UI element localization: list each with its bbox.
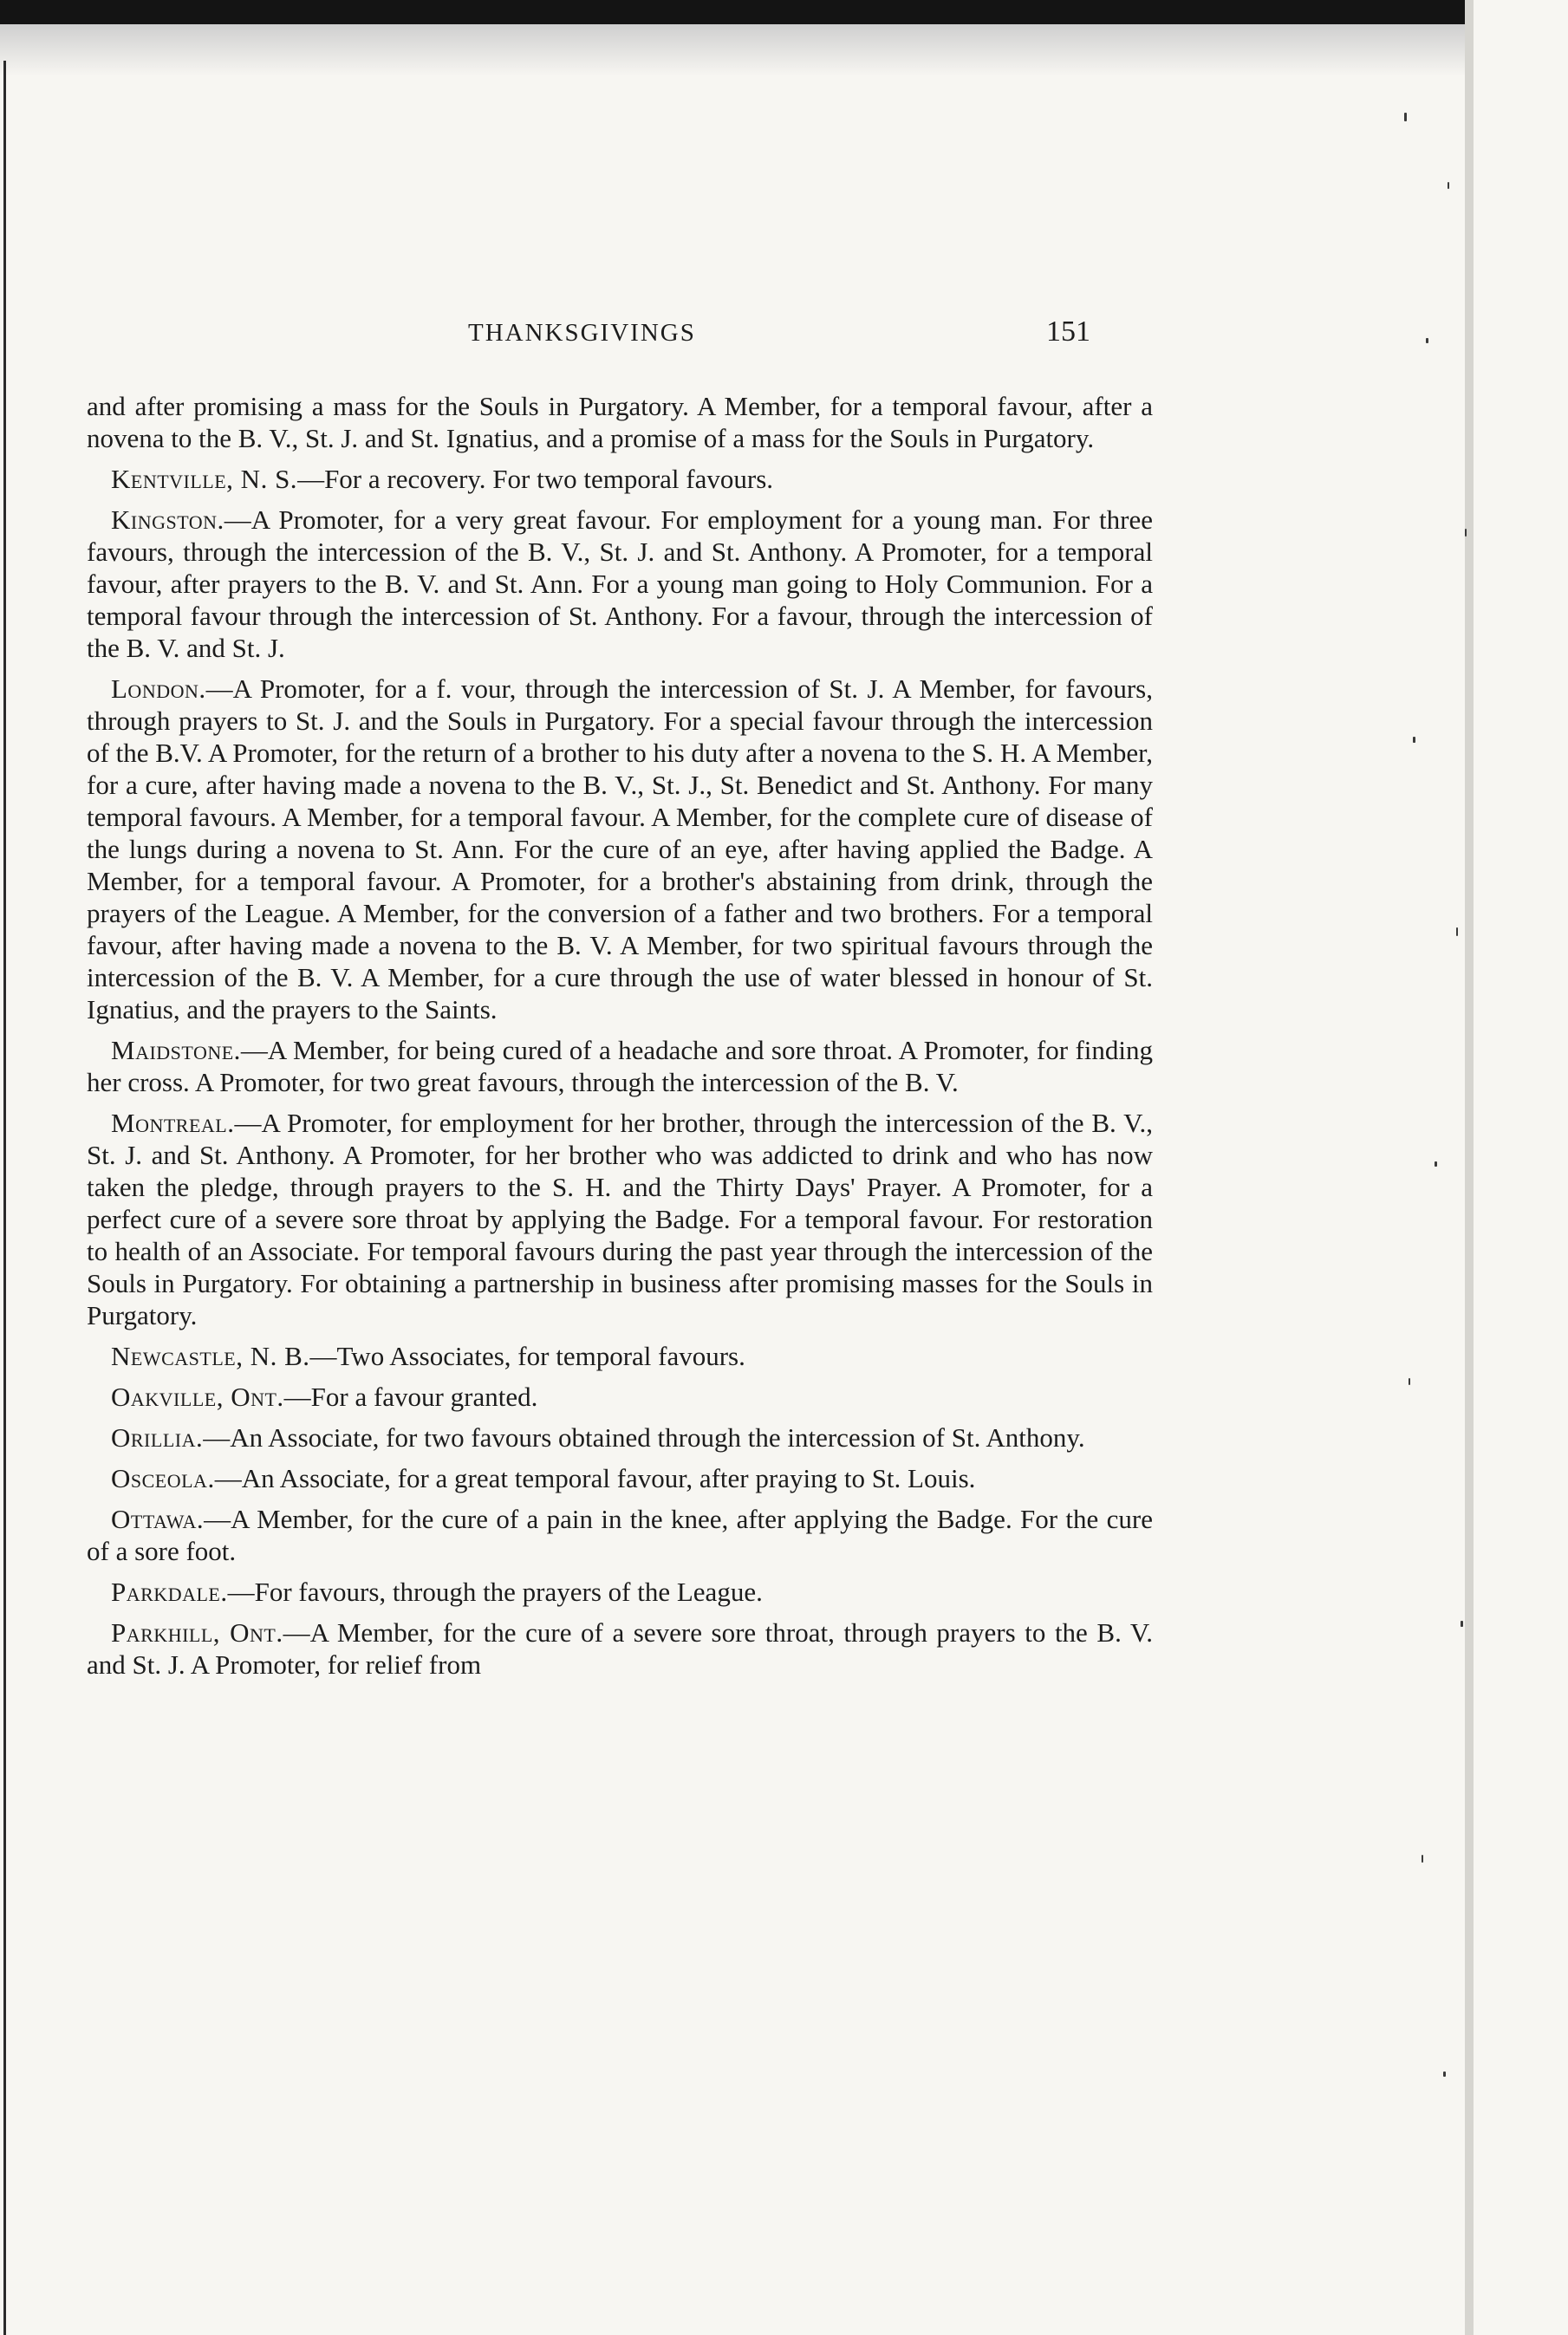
entry-parkhill: [87, 1616, 1153, 1681]
page-left-edge: [3, 61, 6, 2335]
entry-text: —Two Associates, for temporal favours.: [309, 1341, 745, 1371]
entry-text: —For a recovery. For two temporal favours.: [297, 464, 774, 494]
entry-place: Parkhill, Ont.: [111, 1617, 283, 1648]
entry-kentville: [87, 463, 1153, 495]
entry-place: Kingston.: [111, 504, 224, 535]
entry-place: Oakville, Ont.: [111, 1382, 284, 1412]
entry-place: Kentville, N. S.: [111, 464, 298, 494]
scan-top-border: [0, 0, 1474, 24]
entry-text: and after promising a mass for the Souls in Purgatory. A Member, for a temporal favour, after a novena to the B. V., St. J. and St. Ignatius, and a promise of a mass for the Souls in Purgatory.: [87, 391, 1153, 453]
entry-text: —A Promoter, for a f. vour, through the intercession of St. J. A Member, for favours, through prayers to St. J. and the Souls in Purgatory. For a special favour through the intercession of the B.V. A Promoter, for the return of a brother to his duty after a novena to the S. H. A Member, for a cure, after having made a novena to the B. V., St. J., St. Benedict and St. Anthony. For many temporal favours. A Member, for a temporal favour. A Member, for the complete cure of disease of the lungs during a novena to St. Ann. For the cure of an eye, after having applied the Badge. A Member, for a temporal favour. A Promoter, for a brother's abstaining from drink, through the prayers of the League. A Member, for the conversion of a father and two brothers. For a temporal favour, after having made a novena to the B. V. A Member, for two spiritual favours through the intercession of the B. V. A Member, for a cure through the use of water blessed in honour of St. Ignatius, and the prayers to the Saints.: [87, 673, 1153, 1024]
entry-kingston: [87, 504, 1153, 664]
entry-text: —For favours, through the prayers of the League.: [227, 1577, 763, 1607]
entry-text: —A Promoter, for employment for her brother, through the intercession of the B. V., St. J. and St. Anthony. A Promoter, for her brother who was addicted to drink and who has now taken the pledge, through prayers to the S. H. and the Thirty Days' Prayer. A Promoter, for a perfect cure of a severe sore throat by applying the Badge. For a temporal favour. For restoration to health of an Associate. For temporal favours during the past year through the intercession of the Souls in Purgatory. For obtaining a partnership in business after promising masses for the Souls in Purgatory.: [87, 1108, 1153, 1330]
entry-parkdale: [87, 1576, 1153, 1608]
entry-maidstone: [87, 1034, 1153, 1098]
entry-text: —An Associate, for a great temporal favour, after praying to St. Louis.: [214, 1463, 976, 1493]
entry-osceola: [87, 1462, 1153, 1494]
entry-text: —For a favour granted.: [283, 1382, 538, 1412]
body-text: [87, 390, 1153, 1681]
entry-newcastle: [87, 1340, 1153, 1372]
entry-ottawa: [87, 1503, 1153, 1567]
entry-montreal: [87, 1107, 1153, 1331]
entry-text: —A Member, for the cure of a pain in the knee, after applying the Badge. For the cure of a sore foot.: [87, 1504, 1153, 1566]
entry-text: —A Member, for the cure of a severe sore throat, through prayers to the B. V. and St. J. A Promoter, for relief from: [87, 1617, 1153, 1680]
entry-london: [87, 673, 1153, 1025]
entry-place: Maidstone.: [111, 1035, 241, 1065]
entry-place: Parkdale.: [111, 1577, 228, 1607]
entry-place: Orillia.: [111, 1422, 204, 1453]
entry-continuation: [87, 390, 1153, 454]
entry-text: —A Promoter, for a very great favour. For employment for a young man. For three favours, through the intercession of the B. V., St. J. and St. Anthony. A Promoter, for a temporal favour, after prayers to the B. V. and St. Ann. For a young man going to Holy Communion. For a temporal favour through the intercession of St. Anthony. For a favour, through the intercession of the B. V. and St. J.: [87, 504, 1153, 663]
entry-place: Montreal.: [111, 1108, 235, 1138]
running-head: [87, 312, 1153, 364]
scan-shadow: [0, 24, 1474, 76]
page-content: [87, 312, 1153, 1689]
entry-place: Newcastle, N. B.: [111, 1341, 310, 1371]
scan-speckles: [1387, 78, 1560, 2158]
running-title: THANKSGIVINGS: [468, 319, 696, 347]
entry-text: —A Member, for being cured of a headache and sore throat. A Promoter, for finding her cross. A Promoter, for two great favours, through the intercession of the B. V.: [87, 1035, 1153, 1097]
entry-place: Osceola.: [111, 1463, 215, 1493]
entry-place: London.: [111, 673, 206, 704]
entry-place: Ottawa.: [111, 1504, 205, 1534]
entry-text: —An Associate, for two favours obtained through the intercession of St. Anthony.: [203, 1422, 1085, 1453]
entry-oakville: [87, 1381, 1153, 1413]
page-number: 151: [1046, 315, 1090, 348]
entry-orillia: [87, 1421, 1153, 1454]
